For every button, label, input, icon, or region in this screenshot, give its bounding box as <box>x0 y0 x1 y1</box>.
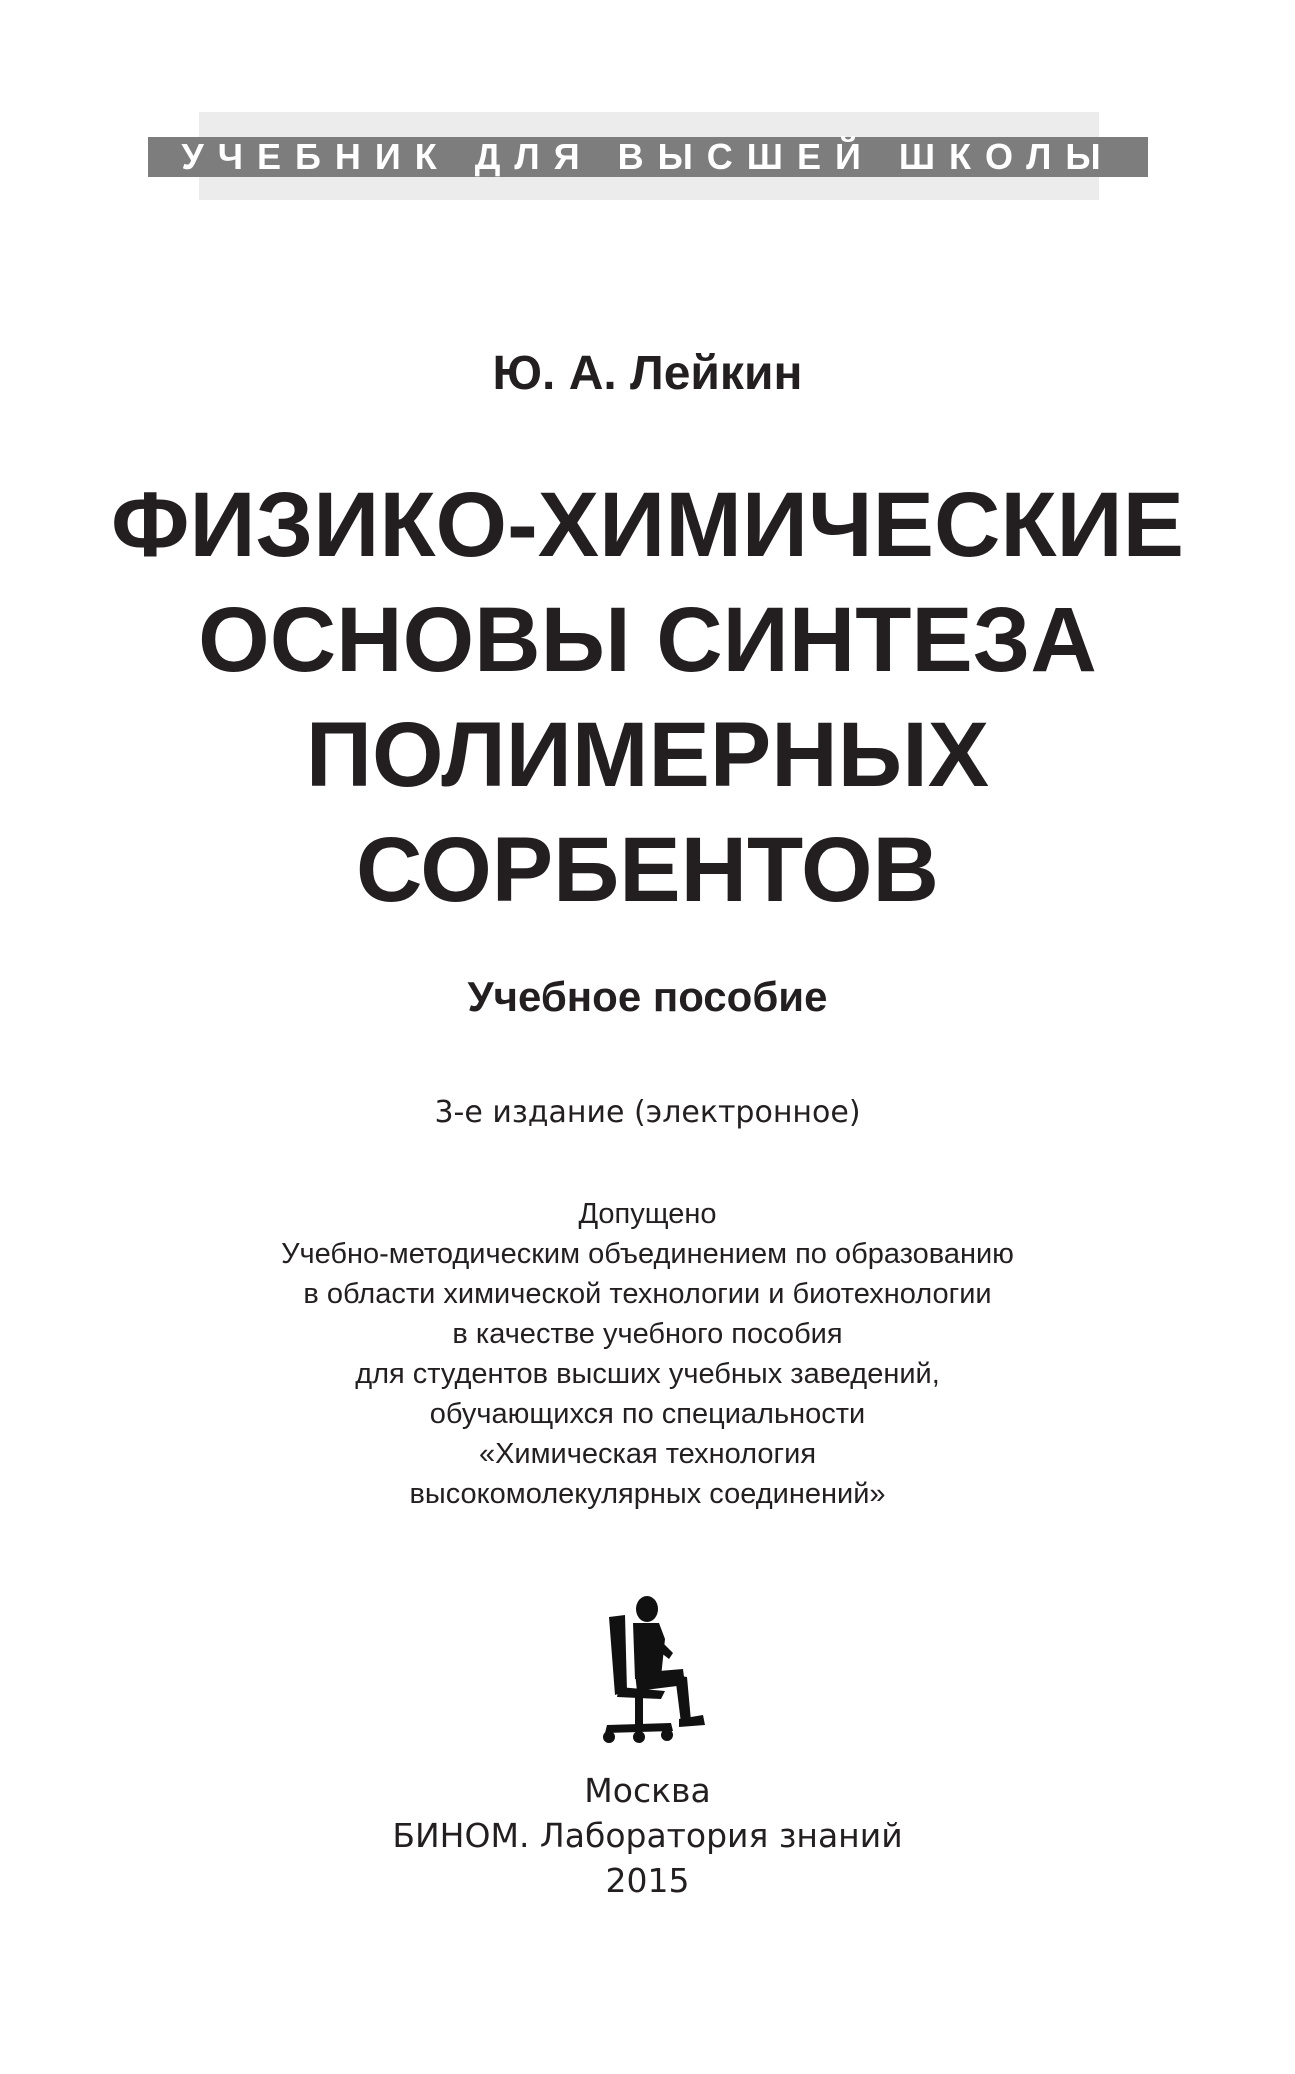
book-title-line: ПОЛИМЕРНЫХ <box>305 704 990 806</box>
edition-note: 3-е издание (электронное) <box>434 1095 861 1130</box>
book-subtitle: Учебное пособие <box>467 973 828 1020</box>
approval-line: в области химической технологии и биотехнологии <box>303 1278 992 1310</box>
imprint-year: 2015 <box>605 1861 690 1900</box>
approval-line: для студентов высших учебных заведений, <box>355 1358 940 1390</box>
imprint-publisher: БИНОМ. Лаборатория знаний <box>392 1816 903 1855</box>
approval-line: Учебно-методическим объединением по образованию <box>281 1238 1014 1270</box>
book-title <box>0 468 1295 928</box>
seated-figure-silhouette-icon <box>595 1595 705 1745</box>
book-title-line: ОСНОВЫ СИНТЕЗА <box>198 589 1097 691</box>
author-name: Ю. А. Лейкин <box>492 347 803 400</box>
imprint-city: Москва <box>584 1771 711 1810</box>
approval-statement <box>0 1194 1295 1514</box>
imprint <box>0 1768 1295 1903</box>
series-banner: УЧЕБНИК ДЛЯ ВЫСШЕЙ ШКОЛЫ <box>148 137 1148 177</box>
approval-line: «Химическая технология <box>478 1438 817 1470</box>
book-title-line: ФИЗИКО-ХИМИЧЕСКИЕ <box>110 474 1185 576</box>
approval-line: высокомолекулярных соединений» <box>409 1478 886 1510</box>
approval-line: Допущено <box>578 1198 717 1230</box>
book-title-line: СОРБЕНТОВ <box>356 819 939 921</box>
approval-line: в качестве учебного пособия <box>452 1318 843 1350</box>
approval-line: обучающихся по специальности <box>429 1398 866 1430</box>
